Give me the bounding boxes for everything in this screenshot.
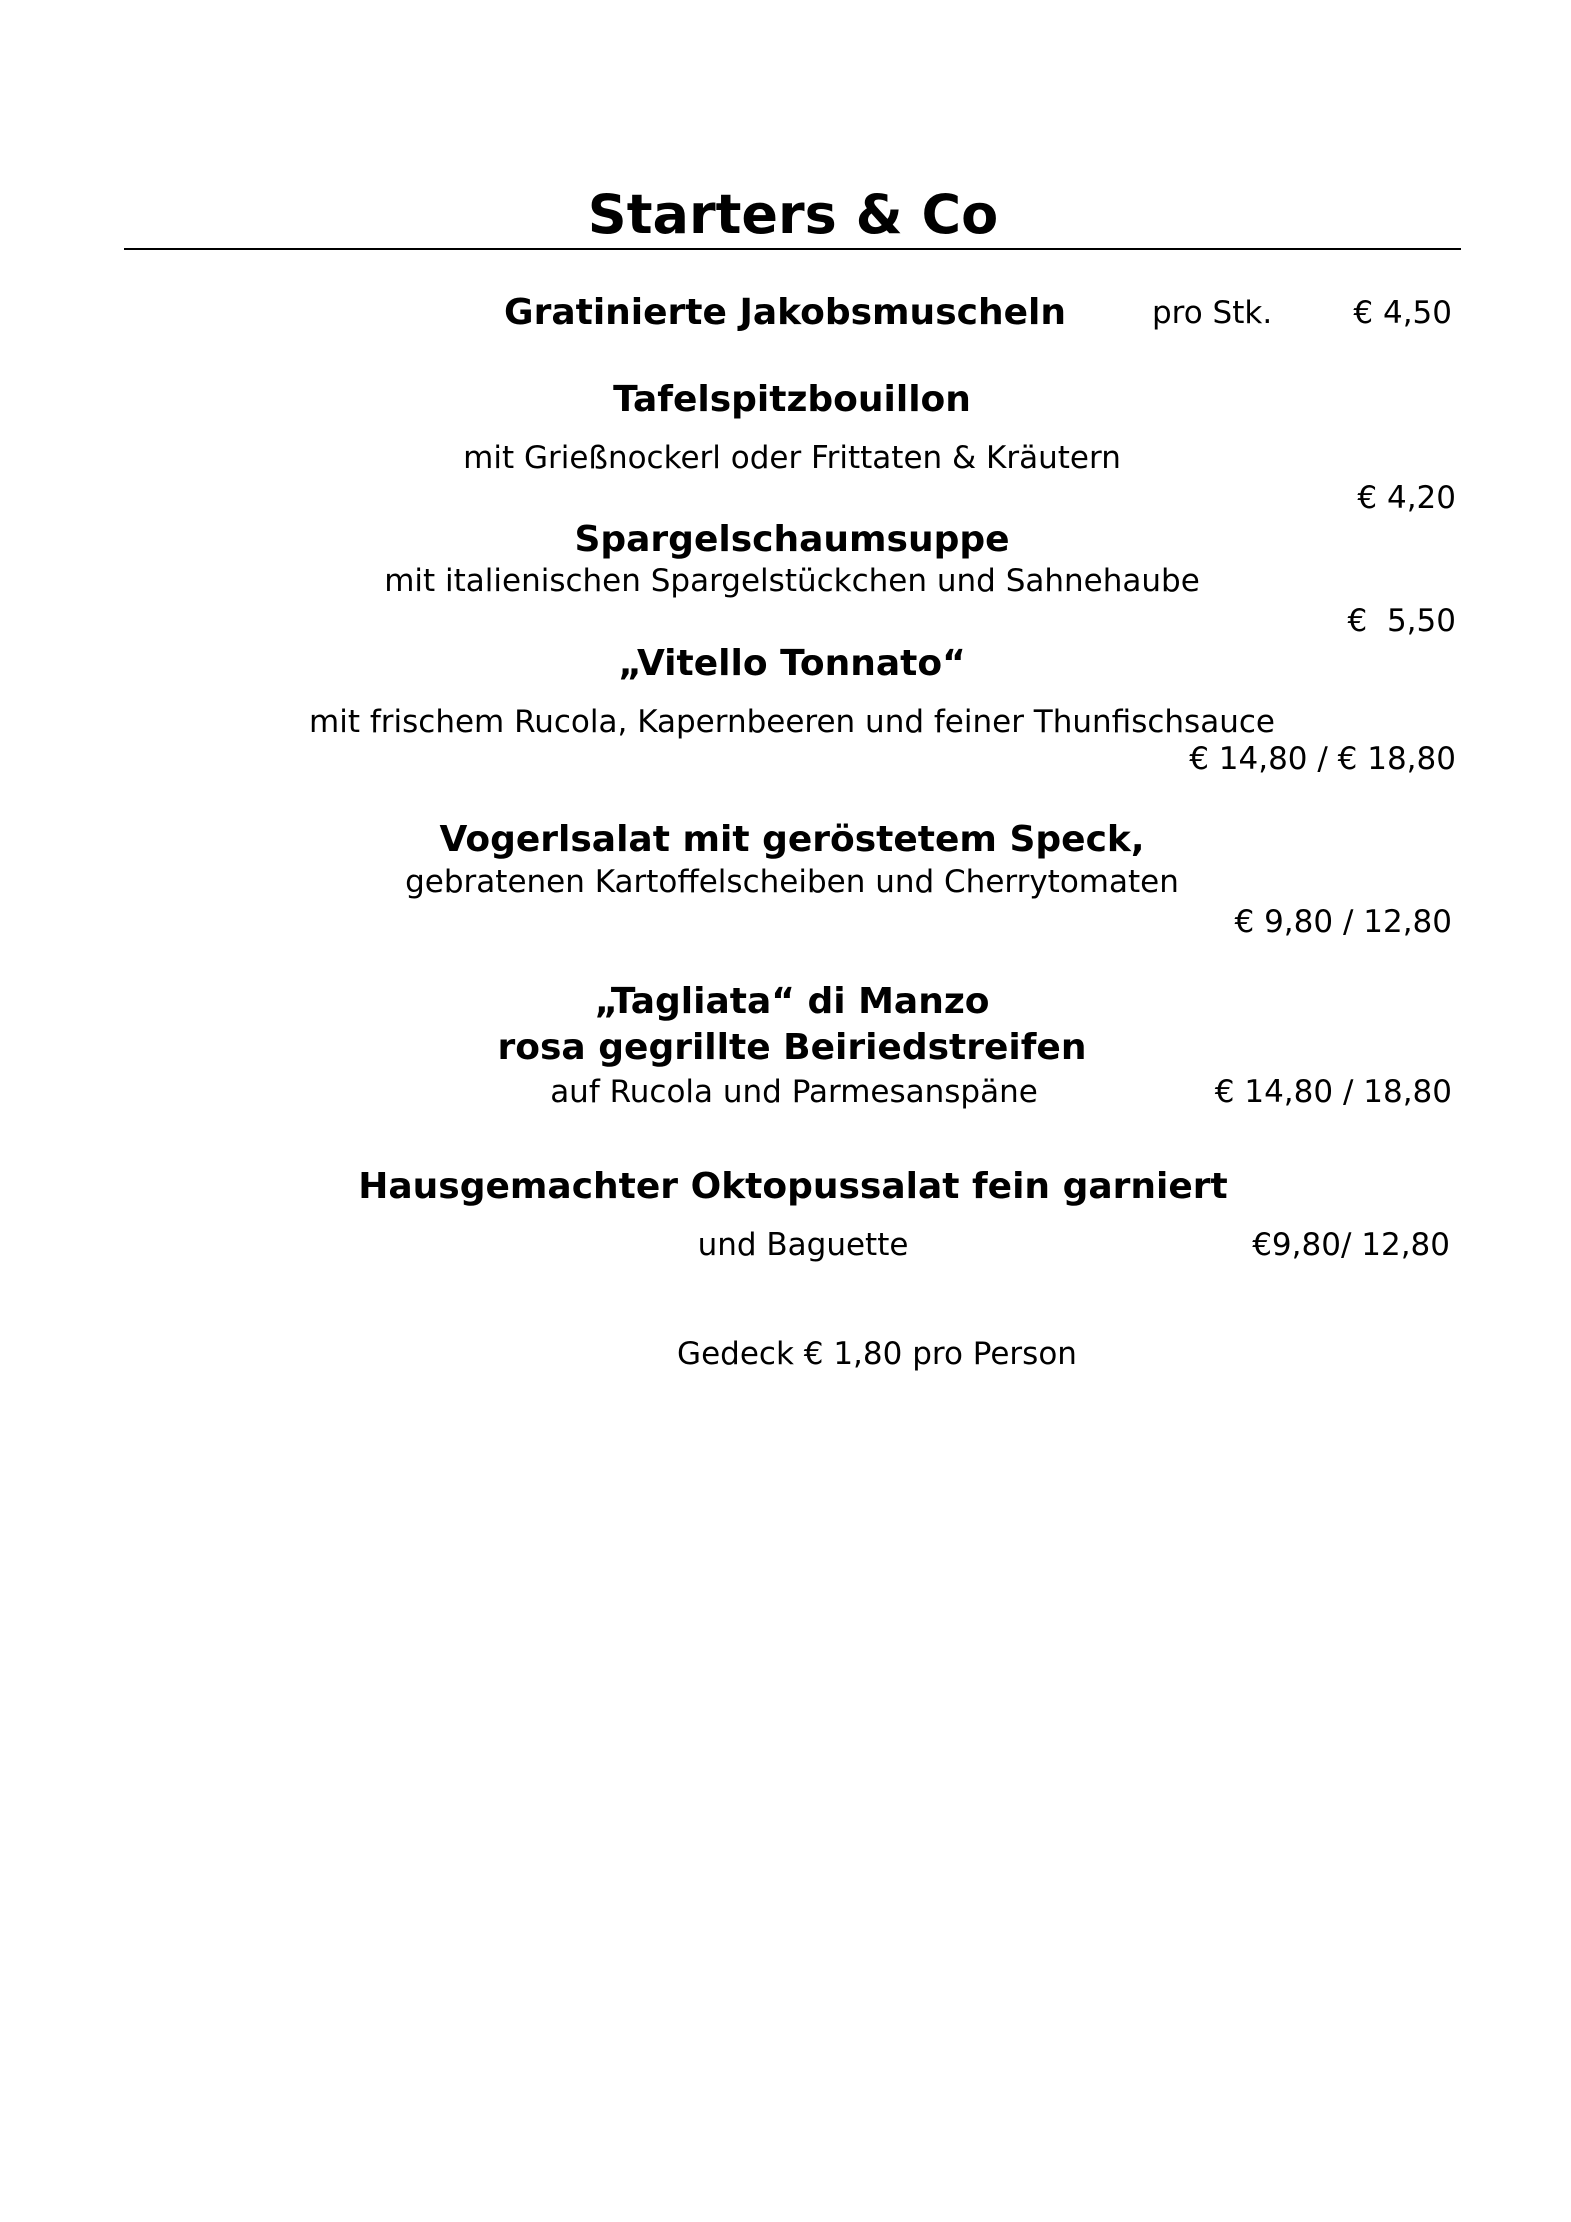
item-price: € 14,80 / € 18,80 (1189, 741, 1456, 777)
item-name-line2: rosa gegrillte Beiriedstreifen (497, 1027, 1087, 1068)
item-name: „Tagliata“ di Manzo (594, 981, 990, 1022)
item-description: und Baguette (697, 1227, 909, 1263)
item-name: Hausgemachter Oktopussalat fein garniert (358, 1166, 1228, 1207)
cover-charge-note: Gedeck € 1,80 pro Person (677, 1336, 1077, 1372)
item-description: auf Rucola und Parmesanspäne (550, 1074, 1038, 1110)
item-price: € 4,50 (1353, 295, 1452, 331)
item-name: Tafelspitzbouillon (613, 379, 971, 420)
item-unit: pro Stk. (1152, 295, 1273, 331)
item-description: mit frischem Rucola, Kapernbeeren und feiner Thunfischsauce (309, 704, 1275, 740)
item-price: € 9,80 / 12,80 (1234, 904, 1452, 940)
item-price: € 5,50 (1347, 603, 1456, 639)
item-price: € 4,20 (1357, 480, 1456, 516)
page-title: Starters & Co (587, 183, 999, 246)
item-price: € 14,80 / 18,80 (1214, 1074, 1452, 1110)
item-price: €9,80/ 12,80 (1252, 1227, 1450, 1263)
item-description: gebratenen Kartoffelscheiben und Cherrytomaten (405, 864, 1179, 900)
item-name: Spargelschaumsuppe (574, 519, 1010, 560)
title-divider (124, 248, 1461, 250)
item-name: „Vitello Tonnato“ (618, 643, 966, 684)
item-name: Gratinierte Jakobsmuscheln (504, 292, 1066, 333)
item-name: Vogerlsalat mit geröstetem Speck, (439, 819, 1145, 860)
item-description: mit italienischen Spargelstückchen und Sahnehaube (384, 563, 1200, 599)
item-description: mit Grießnockerl oder Frittaten & Kräutern (463, 440, 1121, 476)
